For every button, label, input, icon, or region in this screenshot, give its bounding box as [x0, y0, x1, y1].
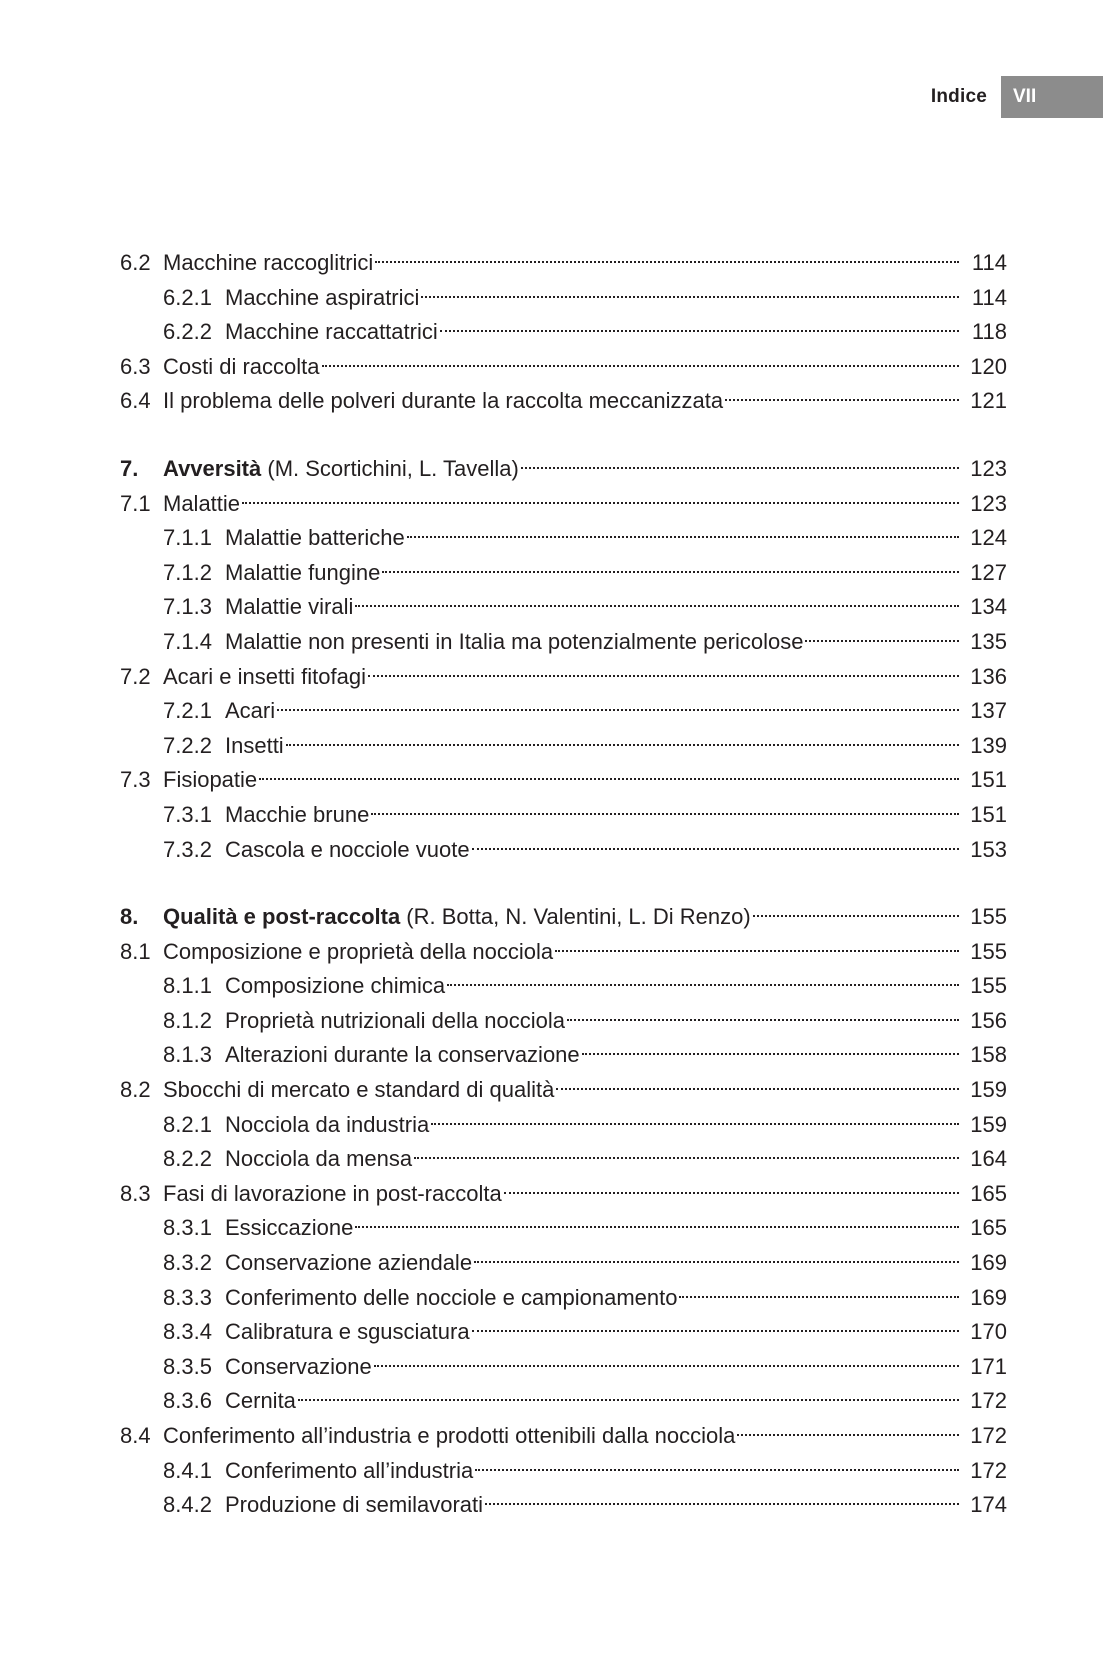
toc-entry-number: 8.3.6 — [163, 1388, 212, 1414]
toc-entry[interactable] — [120, 1108, 1007, 1143]
toc-entry-page-number: 151 — [970, 801, 1007, 827]
toc-entry-title: Sbocchi di mercato e standard di qualità — [163, 1077, 555, 1103]
running-head — [931, 76, 1103, 118]
dot-leader — [375, 261, 959, 263]
toc-entry-page-number: 171 — [970, 1353, 1007, 1379]
toc-entry-page-number: 156 — [970, 1007, 1007, 1033]
toc-entry-title: Cernita — [225, 1388, 296, 1414]
toc-entry-title: Insetti — [225, 732, 284, 758]
toc-entry-title: Macchine raccattatrici — [225, 319, 438, 345]
toc-entry[interactable] — [120, 1419, 1007, 1454]
toc-entry-number: 7. — [120, 455, 139, 481]
toc-entry-page-number: 137 — [970, 698, 1007, 724]
dot-leader — [242, 502, 959, 504]
toc-entry[interactable] — [120, 1384, 1007, 1419]
toc-entry-title: Nocciola da industria — [225, 1111, 430, 1137]
toc-entry-number: 6.4 — [120, 388, 151, 414]
dot-leader — [277, 709, 959, 711]
toc-entry[interactable] — [120, 384, 1007, 419]
toc-entry-number: 8.2.1 — [163, 1111, 212, 1137]
toc-entry[interactable] — [120, 694, 1007, 729]
toc-entry-title: Calibratura e sgusciatura — [225, 1319, 470, 1345]
toc-entry[interactable] — [120, 1142, 1007, 1177]
toc-entry-page-number: 155 — [970, 904, 1007, 930]
dot-leader — [407, 536, 959, 538]
table-of-contents — [120, 246, 1007, 1523]
toc-entry-number: 8.3.5 — [163, 1353, 212, 1379]
toc-entry-number: 7.2.1 — [163, 698, 212, 724]
toc-entry[interactable] — [120, 1350, 1007, 1385]
toc-entry-number: 8.2 — [120, 1077, 151, 1103]
toc-entry-page-number: 155 — [970, 938, 1007, 964]
dot-leader — [440, 330, 959, 332]
toc-entry[interactable] — [120, 798, 1007, 833]
toc-entry-page-number: 169 — [970, 1284, 1007, 1310]
chapter-title: Avversità — [163, 455, 262, 481]
toc-entry-number: 8.3 — [120, 1180, 151, 1206]
toc-entry-title: Produzione di semilavorati — [225, 1492, 484, 1518]
toc-entry[interactable] — [120, 521, 1007, 556]
toc-entry-page-number: 124 — [970, 525, 1007, 551]
toc-entry-number: 8.1 — [120, 938, 151, 964]
toc-entry-number: 8.3.4 — [163, 1319, 212, 1345]
dot-leader — [447, 984, 959, 986]
toc-entry[interactable] — [120, 1315, 1007, 1350]
toc-entry-page-number: 127 — [970, 559, 1007, 585]
toc-entry[interactable] — [120, 1488, 1007, 1523]
toc-entry-page-number: 155 — [970, 973, 1007, 999]
toc-entry-title — [163, 452, 519, 487]
toc-entry-title: Costi di raccolta — [163, 353, 320, 379]
toc-entry-number: 6.2 — [120, 250, 151, 275]
toc-chapter-entry[interactable] — [120, 452, 1007, 487]
running-head-section: Indice — [930, 86, 987, 107]
toc-entry[interactable] — [120, 969, 1007, 1004]
toc-entry-number: 8.3.3 — [163, 1284, 212, 1310]
dot-leader — [725, 399, 959, 401]
dot-leader — [382, 571, 959, 573]
toc-entry-page-number: 172 — [970, 1423, 1007, 1448]
dot-leader — [485, 1503, 959, 1505]
toc-entry-title: Essiccazione — [225, 1215, 354, 1241]
dot-leader — [431, 1123, 959, 1125]
toc-entry[interactable] — [120, 833, 1007, 868]
toc-entry-number: 6.2.1 — [163, 284, 212, 310]
toc-entry-title: Malattie virali — [225, 594, 354, 620]
toc-entry-number: 7.3.2 — [163, 836, 212, 862]
toc-entry-page-number: 120 — [970, 353, 1007, 379]
dot-leader — [753, 915, 959, 917]
dot-leader — [298, 1399, 959, 1401]
toc-entry-page-number: 164 — [970, 1146, 1007, 1172]
toc-entry-page-number: 136 — [970, 663, 1007, 689]
toc-entry-title: Macchie brune — [225, 801, 370, 827]
dot-leader — [259, 778, 959, 780]
toc-entry-title: Nocciola da mensa — [225, 1146, 413, 1172]
dot-leader — [371, 813, 959, 815]
toc-entry-title: Conferimento all’industria e prodotti ottenibili dalla nocciola — [163, 1423, 736, 1448]
toc-entry-number: 7.1 — [120, 490, 151, 516]
dot-leader — [567, 1019, 959, 1021]
toc-entry-number: 7.3 — [120, 767, 151, 793]
dot-leader — [521, 467, 959, 469]
toc-entry-number: 7.1.3 — [163, 594, 212, 620]
toc-entry[interactable] — [120, 763, 1007, 798]
toc-entry-page-number: 135 — [970, 628, 1007, 654]
dot-leader — [355, 605, 959, 607]
toc-entry-number: 8.1.1 — [163, 973, 212, 999]
toc-entry-number: 8.1.3 — [163, 1042, 212, 1068]
toc-entry[interactable] — [120, 1073, 1007, 1108]
toc-entry[interactable] — [120, 1038, 1007, 1073]
toc-entry-page-number: 151 — [970, 767, 1007, 793]
toc-entry-title: Fasi di lavorazione in post-raccolta — [163, 1180, 502, 1206]
toc-entry-page-number: 159 — [970, 1111, 1007, 1137]
toc-entry-page-number: 165 — [970, 1215, 1007, 1241]
dot-leader — [582, 1053, 959, 1055]
toc-entry[interactable] — [120, 315, 1007, 350]
toc-entry-page-number: 114 — [971, 250, 1007, 275]
toc-entry-page-number: 158 — [970, 1042, 1007, 1068]
dot-leader — [421, 296, 959, 298]
toc-entry[interactable] — [120, 1454, 1007, 1489]
toc-entry[interactable] — [120, 625, 1007, 660]
toc-entry-number: 7.2.2 — [163, 732, 212, 758]
toc-entry-page-number: 139 — [970, 732, 1007, 758]
toc-entry-title: Conferimento all’industria — [225, 1457, 474, 1483]
dot-leader — [472, 1330, 959, 1332]
toc-entry-number: 8.4 — [120, 1423, 151, 1448]
dot-leader — [737, 1434, 959, 1436]
toc-entry[interactable] — [120, 487, 1007, 522]
toc-entry-title: Composizione chimica — [225, 973, 446, 999]
dot-leader — [414, 1157, 959, 1159]
toc-entry-title: Acari e insetti fitofagi — [163, 663, 366, 689]
toc-entry-title — [163, 900, 751, 935]
toc-entry-title: Conferimento delle nocciole e campionamento — [225, 1284, 678, 1310]
toc-entry-number: 6.2.2 — [163, 319, 212, 345]
dot-leader — [555, 950, 959, 952]
dot-leader — [679, 1296, 959, 1298]
toc-entry[interactable] — [120, 1177, 1007, 1212]
toc-entry-title: Proprietà nutrizionali della nocciola — [225, 1007, 565, 1033]
toc-entry-title: Malattie — [163, 490, 241, 516]
dot-leader — [504, 1192, 959, 1194]
toc-entry-title: Fisiopatie — [163, 767, 258, 793]
toc-entry-number: 7.1.1 — [163, 525, 212, 551]
toc-entry-page-number: 165 — [970, 1180, 1007, 1206]
dot-leader — [374, 1365, 959, 1367]
toc-entry-title: Macchine raccoglitrici — [163, 250, 374, 275]
toc-entry[interactable] — [120, 1211, 1007, 1246]
chapter-authors: (R. Botta, N. Valentini, L. Di Renzo) — [400, 904, 751, 930]
toc-entry-number: 7.2 — [120, 663, 151, 689]
toc-entry[interactable] — [120, 1004, 1007, 1039]
dot-leader — [355, 1226, 959, 1228]
dot-leader — [286, 744, 959, 746]
toc-entry-number: 8.2.2 — [163, 1146, 212, 1172]
toc-entry-page-number: 169 — [970, 1250, 1007, 1276]
toc-entry-page-number: 159 — [970, 1077, 1007, 1103]
toc-entry[interactable] — [120, 729, 1007, 764]
toc-entry-number: 7.3.1 — [163, 801, 212, 827]
toc-entry-page-number: 123 — [970, 455, 1007, 481]
toc-entry-title: Malattie batteriche — [225, 525, 405, 551]
toc-entry-page-number: 118 — [971, 319, 1007, 345]
toc-entry-title: Malattie fungine — [225, 559, 381, 585]
toc-entry-number: 8.3.2 — [163, 1250, 212, 1276]
dot-leader — [322, 365, 959, 367]
toc-entry-page-number: 174 — [970, 1492, 1007, 1518]
dot-leader — [475, 1469, 959, 1471]
toc-entry-number: 7.1.2 — [163, 559, 212, 585]
toc-entry-page-number: 123 — [970, 490, 1007, 516]
toc-entry[interactable] — [120, 660, 1007, 695]
toc-entry-number: 7.1.4 — [163, 628, 212, 654]
toc-entry-title: Composizione e proprietà della nocciola — [163, 938, 554, 964]
toc-entry[interactable] — [120, 246, 1007, 281]
toc-entry-title: Conservazione aziendale — [225, 1250, 473, 1276]
toc-entry-page-number: 172 — [970, 1457, 1007, 1483]
toc-entry-title: Acari — [225, 698, 276, 724]
toc-entry[interactable] — [120, 281, 1007, 316]
toc-entry[interactable] — [120, 350, 1007, 385]
toc-entry-title: Malattie non presenti in Italia ma potenzialmente pericolose — [225, 628, 804, 654]
toc-entry-page-number: 121 — [970, 388, 1007, 414]
toc-entry-page-number: 172 — [970, 1388, 1007, 1414]
dot-leader — [805, 640, 959, 642]
toc-entry[interactable] — [120, 1281, 1007, 1316]
toc-entry[interactable] — [120, 556, 1007, 591]
dot-leader — [368, 675, 959, 677]
dot-leader — [472, 848, 959, 850]
toc-entry-number: 8. — [120, 904, 139, 930]
chapter-authors: (M. Scortichini, L. Tavella) — [261, 455, 519, 481]
toc-entry[interactable] — [120, 935, 1007, 970]
toc-entry-title: Alterazioni durante la conservazione — [225, 1042, 580, 1068]
toc-entry-title: Macchine aspiratrici — [225, 284, 420, 310]
toc-entry-title: Conservazione — [225, 1353, 372, 1379]
chapter-title: Qualità e post-raccolta — [163, 904, 401, 930]
toc-chapter-entry[interactable] — [120, 900, 1007, 935]
toc-entry-page-number: 153 — [970, 836, 1007, 862]
toc-entry-number: 8.4.1 — [163, 1457, 212, 1483]
toc-entry-title: Cascola e nocciole vuote — [225, 836, 470, 862]
dot-leader — [474, 1261, 959, 1263]
toc-entry-number: 8.3.1 — [163, 1215, 212, 1241]
toc-entry-page-number: 134 — [970, 594, 1007, 620]
toc-entry-number: 6.3 — [120, 353, 151, 379]
toc-entry-title: Il problema delle polveri durante la raccolta meccanizzata — [163, 388, 724, 414]
toc-entry[interactable] — [120, 590, 1007, 625]
page-folio: VII — [1001, 76, 1103, 118]
toc-entry-number: 8.1.2 — [163, 1007, 212, 1033]
toc-entry-number: 8.4.2 — [163, 1492, 212, 1518]
toc-entry[interactable] — [120, 1246, 1007, 1281]
toc-entry-page-number: 114 — [971, 284, 1007, 310]
toc-entry-page-number: 170 — [970, 1319, 1007, 1345]
dot-leader — [556, 1088, 959, 1090]
